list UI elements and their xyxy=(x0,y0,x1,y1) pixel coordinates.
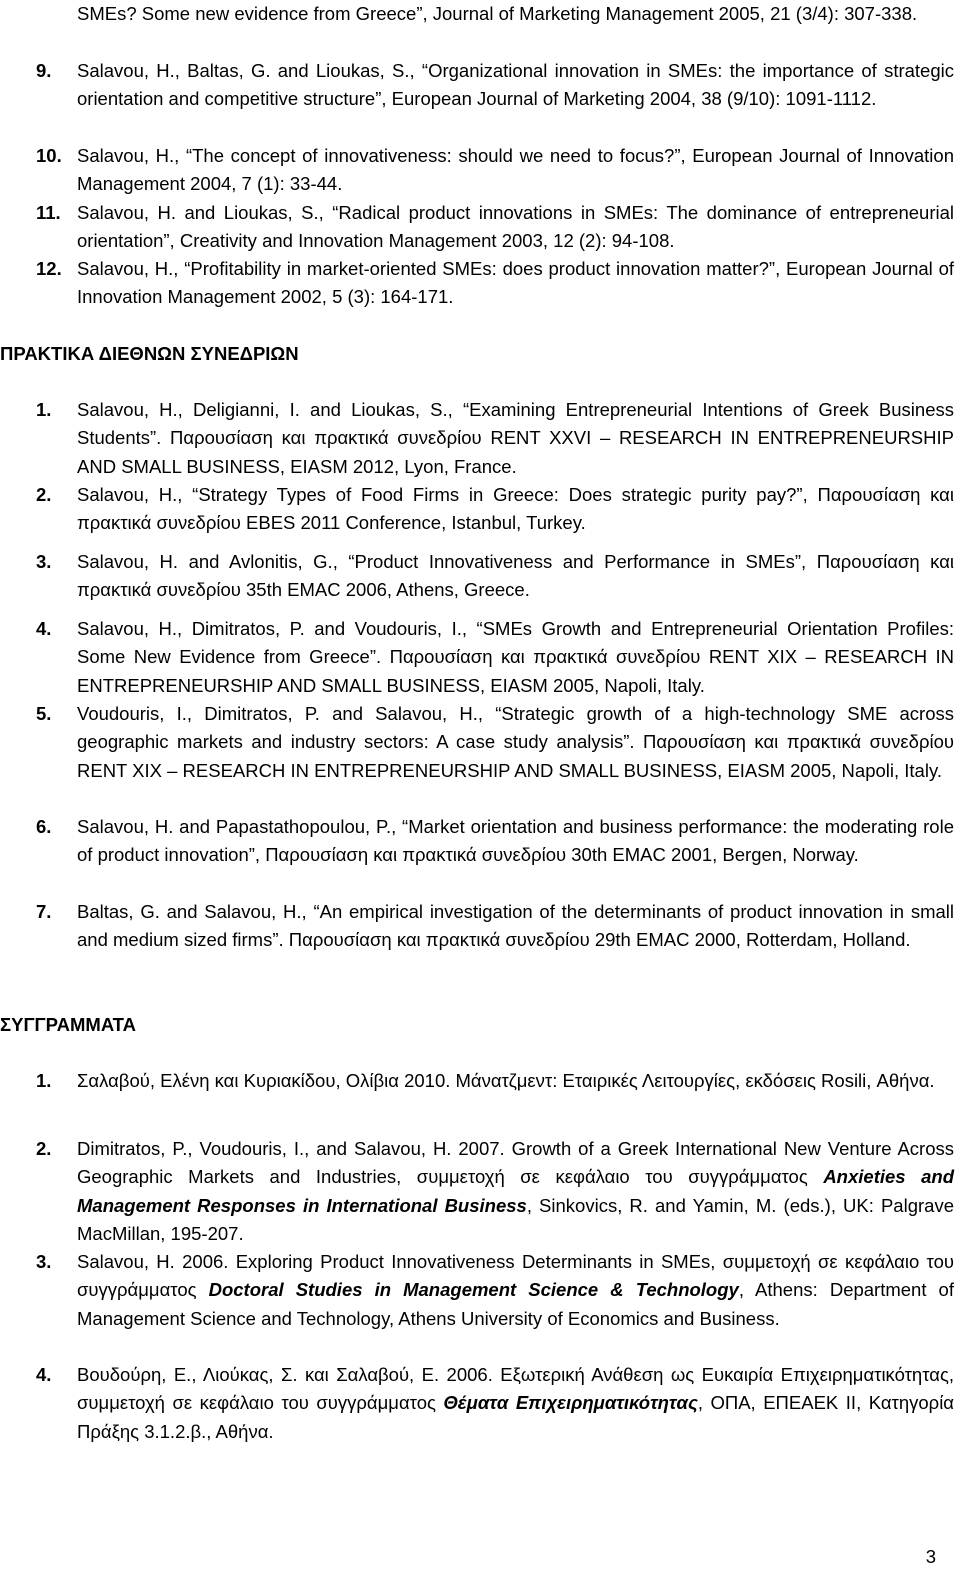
conference-entry-1 xyxy=(36,396,954,481)
entry-number: 4. xyxy=(36,1364,52,1385)
conference-entry-4 xyxy=(36,615,954,700)
journal-entry-9 xyxy=(36,57,954,114)
entry-number: 12. xyxy=(36,258,62,279)
entry-text xyxy=(77,1135,954,1248)
journal-entry-10 xyxy=(36,142,954,199)
conference-entry-6 xyxy=(36,813,954,870)
entry-text-main: Salavou, H. 2006. Exploring Product Innovativeness Determinants in SMEs, συμμετοχή σε κεφάλαιο του συγγράμματος xyxy=(77,1251,954,1301)
conference-entry-7 xyxy=(36,898,954,955)
conference-entry-5 xyxy=(36,700,954,785)
entry-number: 4. xyxy=(36,618,52,639)
page-number: 3 xyxy=(925,1546,936,1567)
entry-text: Salavou, H. and Papastathopoulou, P., “Market orientation and business performance: the moderating role of product innovation”, Παρουσίαση και πρακτικά συνεδρίου 30th EMAC 2001, Bergen, Norway. xyxy=(77,816,954,866)
conference-entry-2 xyxy=(36,481,954,538)
entry-number: 9. xyxy=(36,60,52,81)
book-title: Θέματα Επιχειρηματικότητας xyxy=(443,1392,698,1414)
entry-number: 3. xyxy=(36,1251,52,1272)
entry-text: Baltas, G. and Salavou, H., “An empirical investigation of the determinants of product innovation in small and medium sized firms”. Παρουσίαση και πρακτικά συνεδρίου 29th EMAC 2000, Rotterdam, Holland. xyxy=(77,901,954,951)
book-entry-2 xyxy=(36,1135,954,1248)
entry-text: Voudouris, I., Dimitratos, P. and Salavou, H., “Strategic growth of a high-technology SME across geographic markets and industry sectors: A case study analysis”. Παρουσίαση και πρακτικά συνεδρίου RENT XIX – RESEARCH IN ENTREPRENEURSHIP AND SMALL BUSINESS, EIASM 2005, Napoli, Italy. xyxy=(77,703,954,781)
journal-entry-11 xyxy=(36,199,954,256)
entry-number: 5. xyxy=(36,703,52,724)
conferences-heading: ΠΡΑΚΤΙΚΑ ΔΙΕΘΝΩΝ ΣΥΝΕΔΡΙΩΝ xyxy=(0,343,299,364)
entry-text xyxy=(77,1361,954,1446)
entry-text: Salavou, H., “The concept of innovativeness: should we need to focus?”, European Journal of Innovation Management 2004, 7 (1): 33-44. xyxy=(77,145,954,195)
book-entry-4 xyxy=(36,1361,954,1446)
entry-text: Salavou, H., “Strategy Types of Food Firms in Greece: Does strategic purity pay?”, Παρουσίαση και πρακτικά συνεδρίου EBES 2011 Conference, Istanbul, Turkey. xyxy=(77,484,954,534)
book-entry-1 xyxy=(36,1067,954,1095)
book-entry-3 xyxy=(36,1248,954,1333)
entry-number: 7. xyxy=(36,901,52,922)
entry-text xyxy=(77,1248,954,1333)
book-title: Doctoral Studies in Management Science & Technology xyxy=(208,1279,739,1301)
entry-text-main: Dimitratos, P., Voudouris, I., and Salavou, H. 2007. Growth of a Greek International New Venture Across Geographic Markets and Industries, συμμετοχή σε κεφάλαιο του συγγράμματος xyxy=(77,1138,954,1188)
entry-number: 1. xyxy=(36,399,52,420)
entry-number: 3. xyxy=(36,551,52,572)
entry-text: Salavou, H., Deligianni, I. and Lioukas, S., “Examining Entrepreneurial Intentions of Greek Business Students”. Παρουσίαση και πρακτικά συνεδρίου RENT XXVI – RESEARCH IN ENTREPRENEURSHIP AND SMALL BUSINESS, EIASM 2012, Lyon, France. xyxy=(77,399,954,477)
entry-number: 2. xyxy=(36,1138,52,1159)
journal-entry-12 xyxy=(36,255,954,312)
entry-number: 2. xyxy=(36,484,52,505)
entry-text: Salavou, H., Baltas, G. and Lioukas, S., “Organizational innovation in SMEs: the importance of strategic orientation and competitive structure”, European Journal of Marketing 2004, 38 (9/10): 1091-1112. xyxy=(77,60,954,110)
entry-number: 6. xyxy=(36,816,52,837)
entry-text xyxy=(77,1067,954,1095)
conference-entry-3 xyxy=(36,548,954,605)
book-title: Anxieties and Management Responses in International Business xyxy=(77,1166,954,1216)
entry-number: 1. xyxy=(36,1070,52,1091)
entry-text-main: Σαλαβού, Ελένη και Κυριακίδου, Ολίβια 2010. Μάνατζμεντ: Εταιρικές Λειτουργίες, εκδόσεις Rosili, Αθήνα. xyxy=(77,1070,935,1091)
entry-text: Salavou, H., “Profitability in market-oriented SMEs: does product innovation matter?”, European Journal of Innovation Management 2002, 5 (3): 164-171. xyxy=(77,258,954,308)
entry-number: 10. xyxy=(36,145,62,166)
entry-text: Salavou, H. and Avlonitis, G., “Product Innovativeness and Performance in SMEs”, Παρουσίαση και πρακτικά συνεδρίου 35th EMAC 2006, Athens, Greece. xyxy=(77,551,954,601)
continuation-text: SMEs? Some new evidence from Greece”, Journal of Marketing Management 2005, 21 (3/4): 307-338. xyxy=(77,3,918,24)
entry-text-rest: , ΟΠΑ, ΕΠΕΑΕΚ ΙΙ, Κατηγορία Πράξης 3.1.2.β., Αθήνα. xyxy=(77,1392,954,1442)
entry-text-rest: , Sinkovics, R. and Yamin, M. (eds.), UK: Palgrave MacMillan, 195-207. xyxy=(77,1194,954,1244)
entry-text-main: Βουδούρη, Ε., Λιούκας, Σ. και Σαλαβού, Ε. 2006. Εξωτερική Ανάθεση ως Ευκαιρία Επιχειρηματικότητας, συμμετοχή σε κεφάλαιο του συγγράμματος xyxy=(77,1364,954,1414)
entry-number: 11. xyxy=(36,202,61,223)
entry-text-rest: , Athens: Department of Management Science and Technology, Athens University of Economics and Business. xyxy=(77,1279,954,1329)
entry-text: Salavou, H. and Lioukas, S., “Radical product innovations in SMEs: The dominance of entrepreneurial orientation”, Creativity and Innovation Management 2003, 12 (2): 94-108. xyxy=(77,202,954,252)
books-heading: ΣΥΓΓΡΑΜΜΑΤΑ xyxy=(0,1014,136,1035)
entry-text: Salavou, H., Dimitratos, P. and Voudouris, I., “SMEs Growth and Entrepreneurial Orientation Profiles: Some New Evidence from Greece”. Παρουσίαση και πρακτικά συνεδρίου RENT XIX – RESEARCH IN ENTREPRENEURSHIP AND SMALL BUSINESS, EIASM 2005, Napoli, Italy. xyxy=(77,618,954,696)
